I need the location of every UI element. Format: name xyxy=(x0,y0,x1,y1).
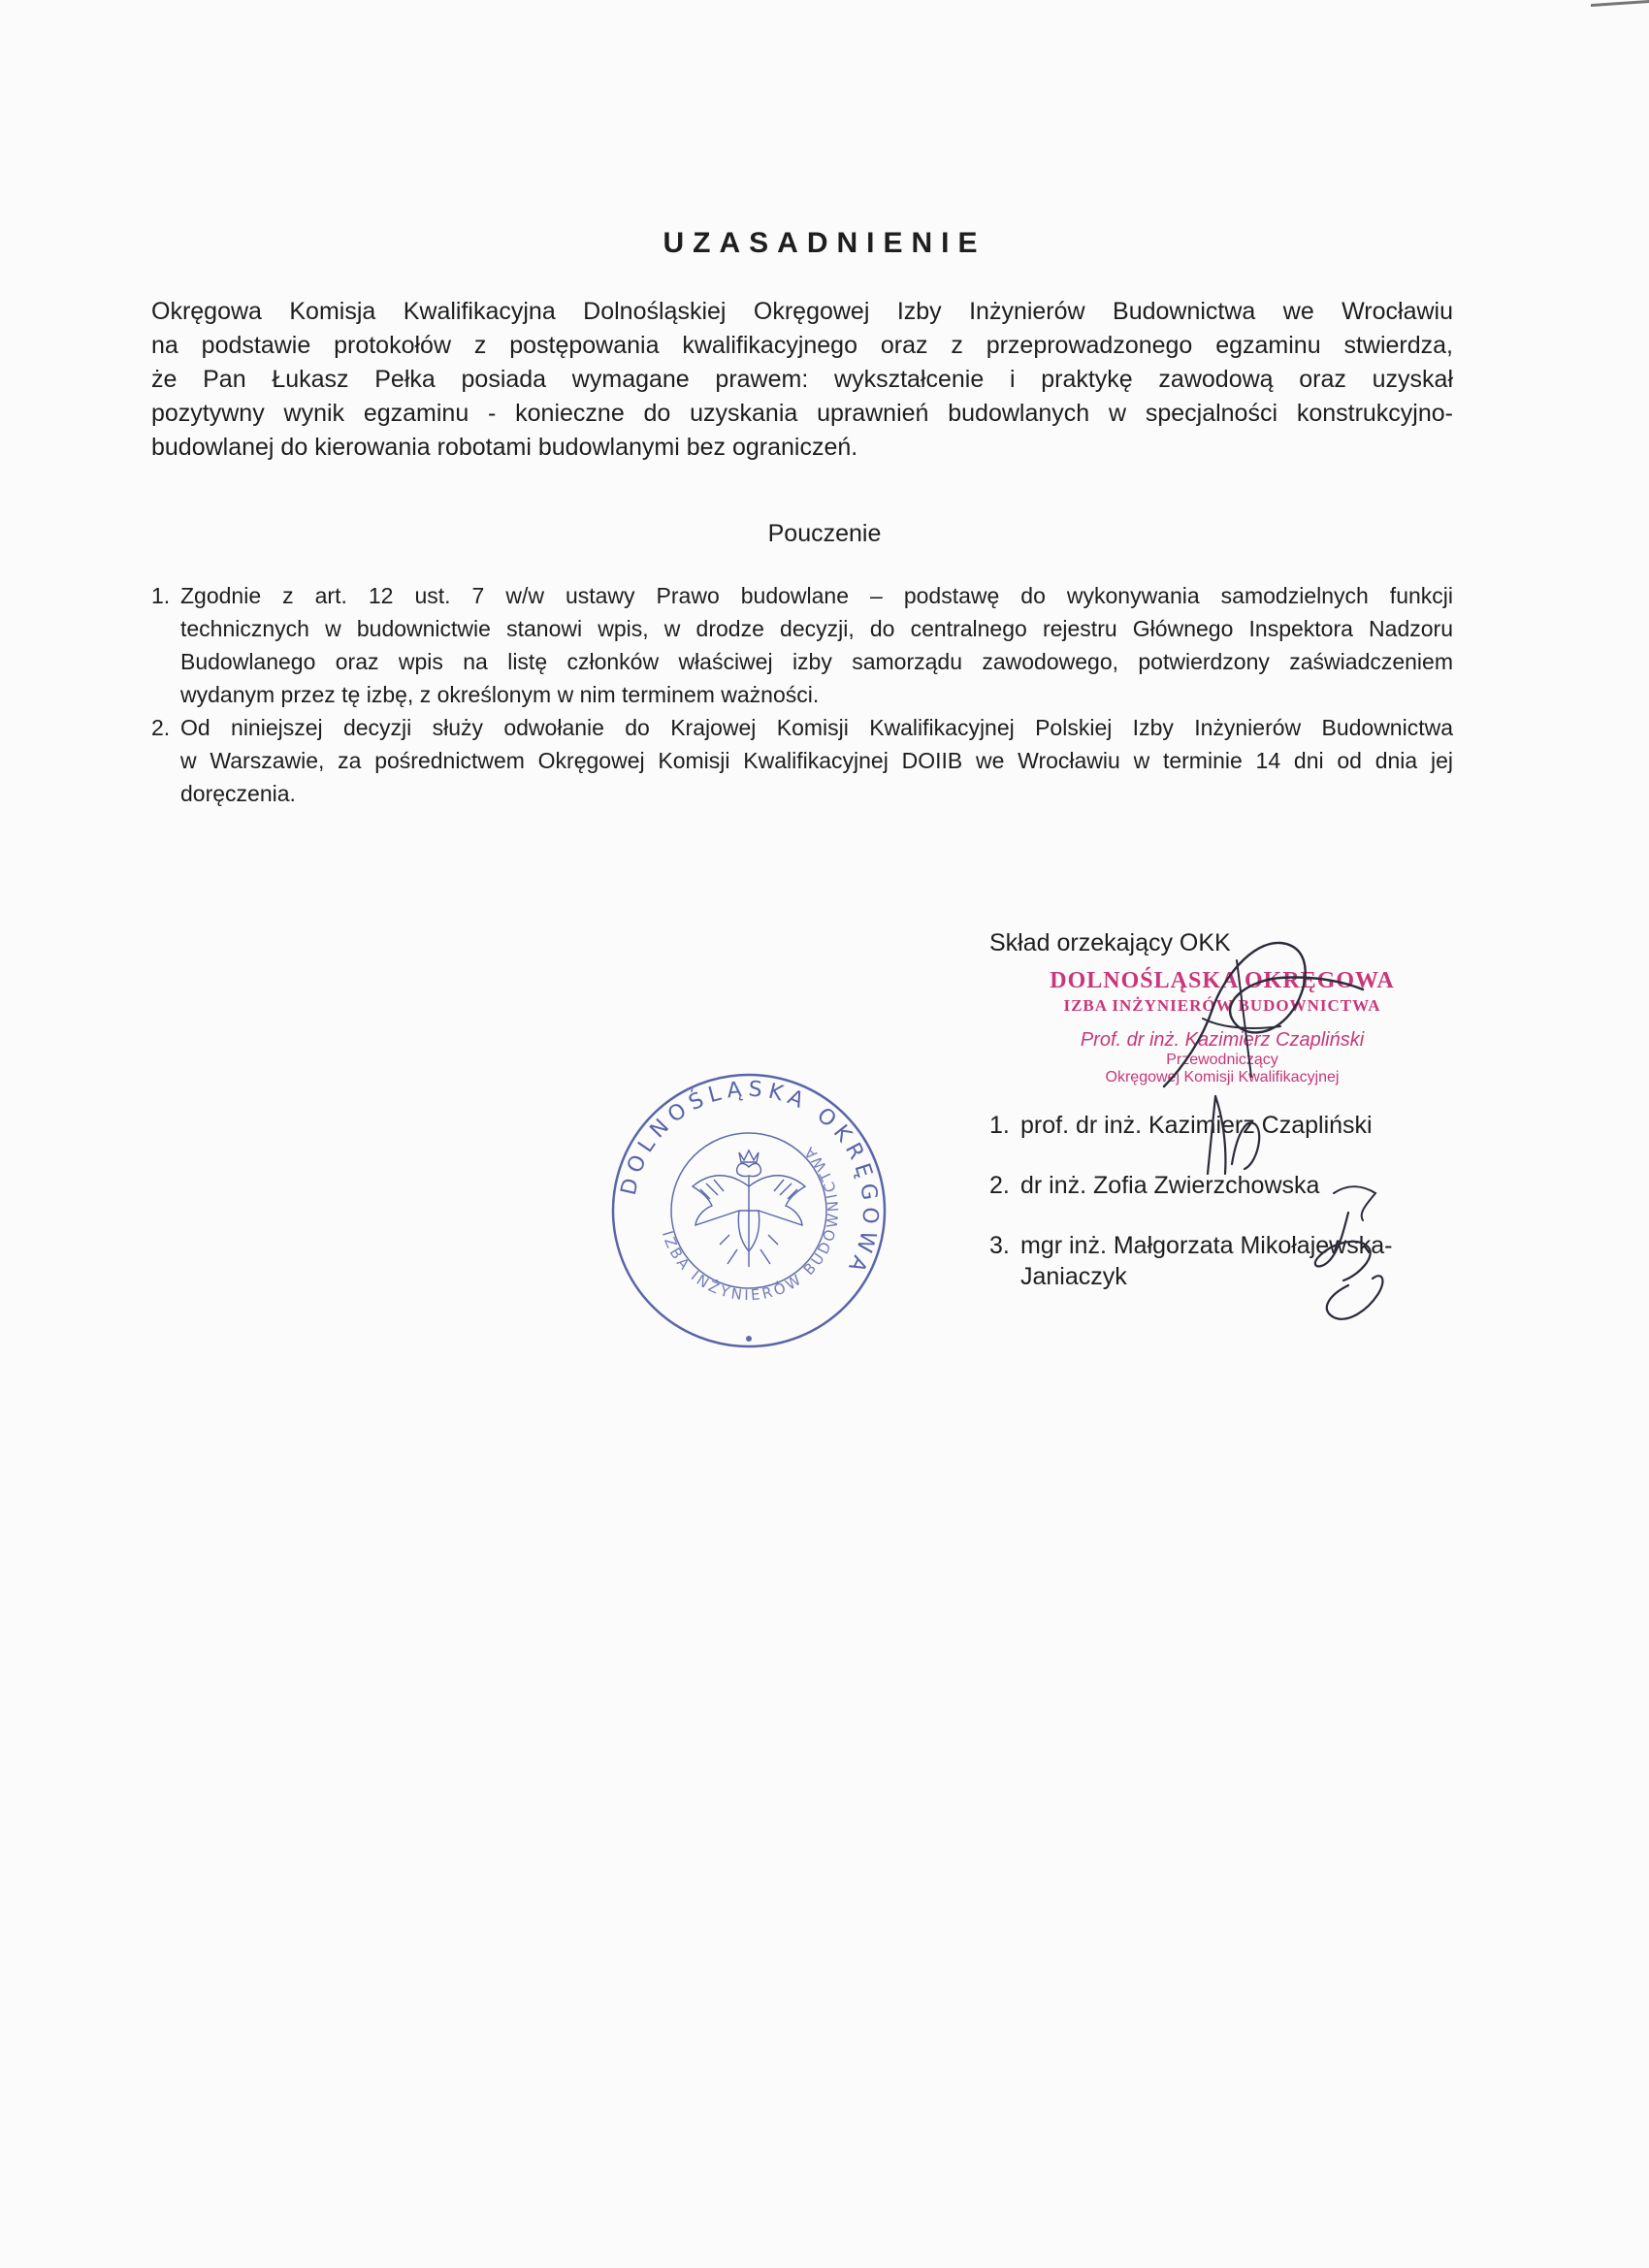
committee-members xyxy=(989,1110,1392,1321)
stamp-line: Przewodniczący xyxy=(1166,1052,1278,1068)
eagle-icon xyxy=(693,1150,805,1267)
instruction-line: wydanym przez tę izbę, z określonym w nim terminem ważności. xyxy=(180,682,820,707)
instruction-list xyxy=(151,579,1453,810)
official-seal xyxy=(603,1065,894,1356)
member-number: 2. xyxy=(989,1172,1010,1199)
instruction-line: w Warszawie, za pośrednictwem Okręgowej Komisji Kwalifikacyjnej DOIIB we Wrocławiu w terminie 14 dni od dnia jej xyxy=(180,748,1453,773)
member-number: 3. xyxy=(989,1232,1010,1259)
member-name: prof. dr inż. Kazimierz Czapliński xyxy=(1020,1112,1373,1139)
justification-line: że Pan Łukasz Pełka posiada wymagane prawem: wykształcenie i praktykę zawodową oraz uzyskał xyxy=(151,366,1453,393)
member-item xyxy=(989,1170,1392,1201)
instruction-line: doręczenia. xyxy=(180,781,296,806)
instruction-item xyxy=(151,579,1453,711)
justification-line: budowlanej do kierowania robotami budowlanymi bez ograniczeń. xyxy=(151,434,858,461)
instruction-number: 1. xyxy=(151,583,171,608)
member-name-continued: Janiaczyk xyxy=(1020,1263,1127,1290)
stamp-line: DOLNOŚLĄSKA OKRĘGOWA xyxy=(1050,968,1395,993)
seal-outer-text: DOLNOŚLĄSKA OKRĘGOWA xyxy=(616,1077,883,1281)
stamp-line: Okręgowej Komisji Kwalifikacyjnej xyxy=(1105,1069,1340,1085)
member-item xyxy=(989,1110,1392,1141)
justification-line: pozytywny wynik egzaminu - konieczne do uzyskania uprawnień budowlanych w specjalności konstrukcyjno- xyxy=(151,400,1453,427)
justification-line: na podstawie protokołów z postępowania kwalifikacyjnego oraz z przeprowadzonego egzaminu stwierdza, xyxy=(151,332,1453,359)
justification-line: Okręgowa Komisja Kwalifikacyjna Dolnośląskiej Okręgowej Izby Inżynierów Budownictwa we Wrocławiu xyxy=(151,298,1453,325)
document-title: UZASADNIENIE xyxy=(663,227,986,259)
instruction-number: 2. xyxy=(151,715,171,740)
member-item xyxy=(989,1230,1392,1292)
chairman-stamp xyxy=(1018,968,1426,1086)
instruction-line: Budowlanego oraz wpis na listę członków właściwej izby samorządu zawodowego, potwierdzony zaświadczeniem xyxy=(180,649,1453,674)
stamp-line: Prof. dr inż. Kazimierz Czapliński xyxy=(1080,1029,1365,1051)
member-number: 1. xyxy=(989,1112,1010,1139)
instruction-line: Od niniejszej decyzji służy odwołanie do Krajowej Komisji Kwalifikacyjnej Polskiej Izby Inżynierów Budownictwa xyxy=(180,715,1453,740)
instruction-heading: Pouczenie xyxy=(767,520,882,547)
seal-inner-text: IZBA INŻYNIERÓW BUDOWNICTWA xyxy=(658,1141,843,1305)
instruction-item xyxy=(151,711,1453,810)
committee-heading: Skład orzekający OKK xyxy=(989,929,1231,956)
justification-paragraph xyxy=(151,295,1453,465)
stamp-line: IZBA INŻYNIERÓW BUDOWNICTWA xyxy=(1063,996,1381,1015)
instruction-line: technicznych w budownictwie stanowi wpis, w drodze decyzji, do centralnego rejestru Głównego Inspektora Nadzoru xyxy=(180,616,1453,641)
scan-corner-mark xyxy=(1591,0,1649,17)
member-name: mgr inż. Małgorzata Mikołajewska- xyxy=(1020,1232,1393,1259)
instruction-line: Zgodnie z art. 12 ust. 7 w/w ustawy Prawo budowlane – podstawę do wykonywania samodzielnych funkcji xyxy=(180,583,1453,608)
member-name: dr inż. Zofia Zwierzchowska xyxy=(1020,1172,1320,1199)
